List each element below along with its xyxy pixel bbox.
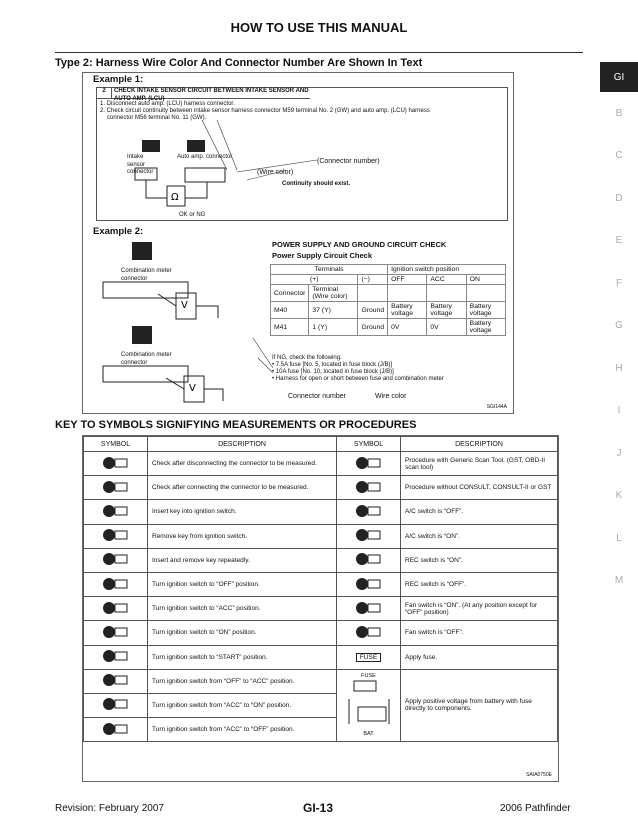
note3: • 10A fuse [No. 10, located in fuse block (J/B)]	[272, 369, 394, 375]
ignition-acc-on-icon	[99, 696, 133, 712]
symbol-cell	[84, 476, 148, 500]
description-cell: Turn ignition switch to “OFF” position.	[148, 572, 337, 596]
fuse-label: FUSE	[361, 673, 376, 680]
symbol-row	[84, 597, 558, 621]
step-number: 2	[97, 88, 112, 99]
note4: • Harness for open or short between fuse and combination meter	[272, 376, 444, 382]
insert-key-icon	[99, 503, 133, 519]
symbol-cell	[337, 524, 401, 548]
header-rule	[55, 52, 583, 53]
example-figure	[82, 72, 514, 414]
symbol-row	[84, 572, 558, 596]
connected-connector-icon	[99, 479, 133, 495]
symbol-row	[84, 452, 558, 476]
cell: 1 (Y)	[309, 319, 358, 336]
symbol-cell	[337, 572, 401, 596]
wire-color-label: Wire color	[375, 393, 407, 400]
meter-connector-label-1: Combination meter connector	[121, 268, 172, 282]
symbol-row	[84, 524, 558, 548]
fan-off-icon	[352, 624, 386, 640]
tab-f[interactable]: F	[615, 277, 623, 289]
meter-connector-label-2: Combination meter connector	[121, 352, 172, 366]
symbol-cell	[84, 718, 148, 742]
col-off: OFF	[388, 275, 427, 285]
symbol-cell	[337, 597, 401, 621]
tab-j[interactable]: J	[616, 447, 622, 459]
symbol-cell	[84, 597, 148, 621]
section-title-type2: Type 2: Harness Wire Color And Connector Number Are Shown In Text	[55, 57, 423, 69]
example2-label: Example 2:	[93, 226, 144, 237]
battery-fuse-icon	[344, 724, 394, 731]
example2-diagram	[98, 238, 273, 403]
cell: Ground	[358, 319, 388, 336]
description-cell: Check after disconnecting the connector to be measured.	[148, 452, 337, 476]
example1-label: Example 1:	[93, 74, 144, 85]
figure-id: SGI144A	[486, 404, 507, 410]
footer-revision: Revision: February 2007	[55, 803, 164, 814]
tab-h[interactable]: H	[615, 362, 623, 374]
description-cell: Turn ignition switch to “START” position.	[148, 645, 337, 669]
rec-off-icon	[352, 576, 386, 592]
ignition-start-icon	[99, 648, 133, 664]
tab-c[interactable]: C	[615, 150, 623, 162]
tab-gi[interactable]: GI	[600, 62, 638, 92]
note1: If NG, check the following.	[272, 355, 342, 361]
page-header: HOW TO USE THIS MANUAL	[230, 20, 408, 35]
fan-on-icon	[352, 600, 386, 616]
description-cell: Procedure without CONSULT, CONSULT-II or GST	[401, 476, 558, 500]
ignition-acc-icon	[99, 600, 133, 616]
col-terminals: Terminals	[271, 265, 388, 275]
example1-diagram	[97, 88, 507, 220]
terminal-table	[270, 264, 506, 336]
cell: Battery voltage	[466, 302, 505, 319]
description-cell: Fan switch is “ON”. (At any position except for “OFF” position)	[401, 597, 558, 621]
svg-text:Ω: Ω	[171, 192, 179, 203]
symbol-cell	[84, 693, 148, 717]
description-cell: Turn ignition switch to “ON” position.	[148, 621, 337, 645]
tab-d[interactable]: D	[615, 192, 623, 204]
header-symbol: SYMBOL	[84, 437, 148, 452]
tab-m[interactable]: M	[614, 575, 624, 587]
table-row	[271, 302, 506, 319]
description-cell: Procedure with Generic Scan Tool. (GST, OBD-II scan tool)	[401, 452, 558, 476]
battery-label: BAT	[363, 731, 374, 738]
tab-b[interactable]: B	[615, 107, 623, 119]
description-cell: Apply positive voltage from battery with fuse directly to components.	[401, 669, 558, 742]
figure-id-2: SAIA0750E	[526, 772, 552, 778]
symbol-row	[84, 621, 558, 645]
col-plus: (+)	[271, 275, 358, 285]
step-title: CHECK INTAKE SENSOR CIRCUIT BETWEEN INTAKE SENSOR AND AUTO AMP. (LCU)	[111, 88, 310, 99]
cell: Battery voltage	[466, 319, 505, 336]
symbol-cell	[84, 452, 148, 476]
svg-text:V: V	[181, 300, 188, 311]
psc-title: Power Supply Circuit Check	[272, 251, 373, 260]
symbol-cell	[84, 645, 148, 669]
section-tabs	[600, 62, 638, 602]
symbol-row	[84, 500, 558, 524]
col-on: ON	[466, 275, 505, 285]
description-cell: Fan switch is “OFF”.	[401, 621, 558, 645]
cell: 37 (Y)	[309, 302, 358, 319]
cell: M40	[271, 302, 309, 319]
symbols-figure	[82, 435, 559, 782]
note2: • 7.5A fuse [No. 5, located in fuse block (J/B)]	[272, 362, 393, 368]
header-symbol-2: SYMBOL	[337, 437, 401, 452]
description-cell: Turn ignition switch to “ACC” position.	[148, 597, 337, 621]
cell: Battery voltage	[388, 302, 427, 319]
cell: 0V	[388, 319, 427, 336]
description-cell: Insert and remove key repeatedly.	[148, 548, 337, 572]
description-cell: Turn ignition switch from “ACC” to “OFF” position.	[148, 718, 337, 742]
no-tools-icon	[352, 479, 386, 495]
step-line2: 2. Check circuit continuity between intake sensor harness connector M59 terminal No. 2 (GW) and auto amp. (LCU) harness	[100, 108, 430, 114]
description-cell: Apply fuse.	[401, 645, 558, 669]
rec-on-icon	[352, 551, 386, 567]
cell: 0V	[427, 319, 466, 336]
auto-amp-label: Auto amp. connector	[177, 154, 233, 160]
symbol-cell	[337, 500, 401, 524]
cell: M41	[271, 319, 309, 336]
symbols-table	[83, 436, 558, 742]
footer-model: 2006 Pathfinder	[500, 803, 571, 814]
psg-title: POWER SUPPLY AND GROUND CIRCUIT CHECK	[272, 240, 447, 249]
continuity-text: Continuity should exist.	[282, 181, 351, 187]
section-title-key: KEY TO SYMBOLS SIGNIFYING MEASUREMENTS OR PROCEDURES	[55, 419, 417, 431]
description-cell: Remove key from ignition switch.	[148, 524, 337, 548]
symbol-cell	[337, 645, 401, 669]
symbol-row	[84, 645, 558, 669]
step-line3: connector M56 terminal No. 11 (GW).	[107, 115, 207, 121]
footer-page-number: GI-13	[303, 801, 334, 815]
ac-on-icon	[352, 527, 386, 543]
cell: Ground	[358, 302, 388, 319]
fuse-icon: FUSE	[356, 653, 381, 662]
description-cell: A/C switch is “OFF”.	[401, 500, 558, 524]
ignition-acc-off-icon	[99, 721, 133, 737]
tab-k[interactable]: K	[615, 490, 623, 502]
col-acc: ACC	[427, 275, 466, 285]
col-terminal: Terminal (Wire color)	[309, 285, 358, 302]
tab-i[interactable]: I	[617, 405, 621, 417]
connector-number-label: Connector number	[288, 393, 346, 400]
ac-off-icon	[352, 503, 386, 519]
col-connector: Connector	[271, 285, 309, 302]
symbol-cell	[84, 548, 148, 572]
insert-remove-key-icon	[99, 551, 133, 567]
tab-g[interactable]: G	[615, 320, 623, 332]
symbol-cell	[84, 621, 148, 645]
ignition-off-acc-icon	[99, 672, 133, 688]
cell: Battery voltage	[427, 302, 466, 319]
example1-box	[96, 87, 508, 221]
ok-or-ng: OK or NG	[179, 212, 206, 218]
symbol-row	[84, 669, 558, 693]
symbol-row	[84, 548, 558, 572]
tab-e[interactable]: E	[615, 235, 623, 247]
symbol-cell	[84, 669, 148, 693]
header-description-2: DESCRIPTION	[401, 437, 558, 452]
tab-l[interactable]: L	[616, 532, 622, 544]
symbol-cell	[84, 500, 148, 524]
description-cell: Check after connecting the connector to be measured.	[148, 476, 337, 500]
remove-key-icon	[99, 527, 133, 543]
ignition-on-icon	[99, 624, 133, 640]
ignition-off-icon	[99, 576, 133, 592]
symbol-cell	[337, 476, 401, 500]
symbol-row	[84, 476, 558, 500]
col-ignition: Ignition switch position	[388, 265, 506, 275]
table-row	[271, 319, 506, 336]
description-cell: Turn ignition switch from “OFF” to “ACC” position.	[148, 669, 337, 693]
symbol-cell	[337, 669, 401, 742]
power-supply-table	[270, 238, 510, 410]
header-description: DESCRIPTION	[148, 437, 337, 452]
symbol-cell	[84, 524, 148, 548]
description-cell: REC switch is “OFF”.	[401, 572, 558, 596]
description-cell: REC switch is “ON”.	[401, 548, 558, 572]
description-cell: Insert key into ignition switch.	[148, 500, 337, 524]
connector-number-callout: (Connector number)	[317, 158, 380, 165]
symbol-cell	[337, 621, 401, 645]
description-cell: A/C switch is “ON”.	[401, 524, 558, 548]
col-minus: (−)	[358, 275, 388, 285]
svg-text:V: V	[189, 383, 196, 394]
scan-tool-icon	[352, 455, 386, 471]
disconnected-connector-icon	[99, 455, 133, 471]
step-line1: 1. Disconnect auto amp. (LCU) harness connector.	[100, 101, 235, 107]
description-cell: Turn ignition switch from “ACC” to “ON” position.	[148, 693, 337, 717]
symbol-cell	[84, 572, 148, 596]
symbol-cell	[337, 452, 401, 476]
wire-color-callout: (Wire color)	[257, 169, 294, 176]
symbol-cell	[337, 548, 401, 572]
intake-sensor-label: Intake sensor connector	[127, 154, 154, 175]
